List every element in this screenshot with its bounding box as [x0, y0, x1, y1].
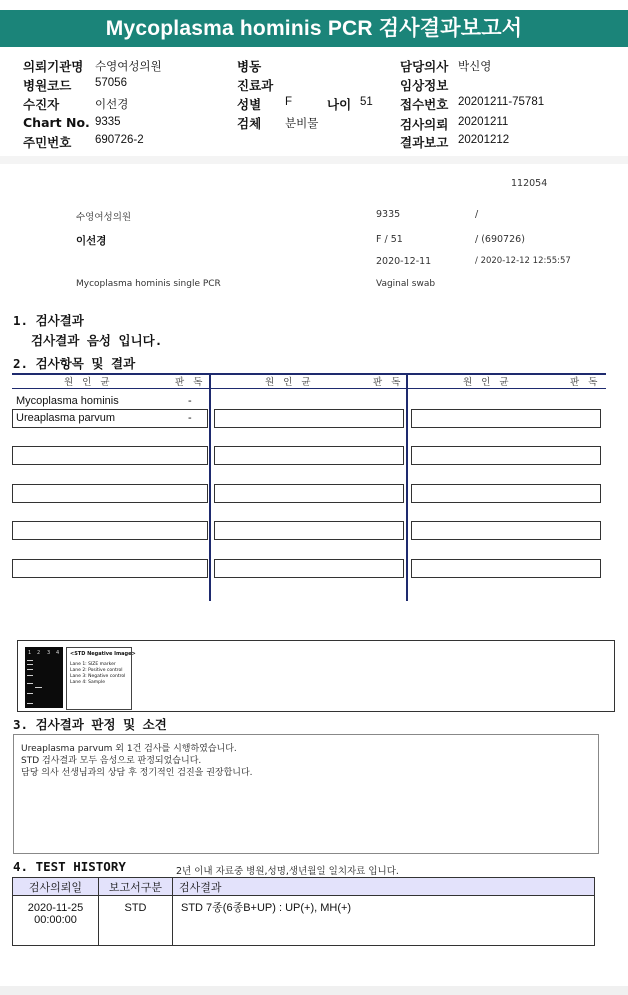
col-header-pathogen: 원 인 균 [64, 377, 113, 388]
col-header-pathogen: 원 인 균 [265, 377, 314, 388]
section3-title: 3. 검사결과 판정 및 소견 [13, 717, 167, 732]
result-cell [214, 446, 404, 465]
specimen-id: 112054 [511, 178, 548, 189]
result-cell [214, 409, 404, 428]
col-header-result: 판 독 [373, 377, 404, 388]
label-chart-no: Chart No. [23, 115, 90, 130]
info-report-datetime: / 2020-12-12 12:55:57 [475, 256, 571, 266]
history-note: 2년 이내 자료중 병원,성명,생년월일 일치자료 입니다. [176, 866, 399, 877]
value-sex: F [285, 96, 293, 108]
grid-column-divider [406, 373, 408, 601]
gel-lane-number: 3 [47, 650, 51, 656]
info-slash: / [475, 209, 479, 220]
result-cell [411, 446, 601, 465]
history-result: STD 7종(6종B+UP) : UP(+), MH(+) [173, 896, 595, 946]
label-resident-number: 주민번호 [23, 135, 72, 150]
label-hospital-code: 병원코드 [23, 78, 72, 93]
info-received-date: 2020-12-11 [376, 256, 432, 267]
value-age: 51 [360, 96, 373, 108]
footer-bar [0, 986, 628, 995]
section1-result: 검사결과 음성 입니다. [31, 333, 163, 348]
gel-band [27, 675, 33, 676]
history-time: 00:00:00 [34, 914, 77, 926]
value-report-date: 20201212 [458, 134, 510, 146]
value-specimen: 분비물 [285, 118, 319, 130]
gel-legend-title: <STD Negative Image> [70, 651, 136, 657]
label-sex: 성별 [237, 97, 262, 112]
gel-band [27, 693, 33, 694]
value-attending-doctor: 박신영 [458, 61, 492, 73]
label-specimen: 검체 [237, 116, 262, 131]
result-cell [12, 559, 208, 578]
history-row [13, 896, 595, 946]
history-header-row [13, 878, 595, 896]
gel-band [35, 687, 42, 688]
label-test-request-date: 검사의뢰 [400, 117, 449, 132]
gel-band [27, 683, 33, 684]
gel-electrophoresis-image [25, 647, 63, 708]
info-specimen: Vaginal swab [376, 279, 436, 289]
col-header-result: 판 독 [175, 377, 206, 388]
label-patient: 수진자 [23, 97, 60, 112]
result-cell [411, 521, 601, 540]
gel-band [27, 703, 33, 704]
section4-title: 4. TEST HISTORY [13, 859, 126, 874]
value-resident-number: 690726-2 [95, 134, 144, 146]
history-header: 보고서구분 [99, 878, 173, 896]
item-result: - [188, 395, 192, 407]
result-cell [214, 559, 404, 578]
value-chart-no: 9335 [95, 116, 121, 128]
gel-lane-number: 1 [28, 650, 32, 656]
label-department: 진료과 [237, 78, 274, 93]
result-cell [12, 446, 208, 465]
header-separator [0, 156, 628, 164]
history-date: 2020-11-25 [27, 902, 84, 914]
section1-title: 1. 검사결과 [13, 313, 84, 328]
grid-header-divider [12, 388, 606, 389]
grid-column-divider [209, 373, 211, 601]
gel-band [27, 664, 33, 665]
result-cell [411, 484, 601, 503]
result-cell [12, 484, 208, 503]
value-patient: 이선경 [95, 99, 129, 111]
result-cell [12, 521, 208, 540]
history-header: 검사의뢰일 [13, 878, 99, 896]
gel-band [27, 669, 33, 670]
item-result: - [188, 412, 192, 424]
opinion-line: 담당 의사 선생님과의 상담 후 정기적인 검진을 권장합니다. [21, 768, 253, 778]
history-date-cell [13, 896, 99, 946]
info-patient: 이선경 [76, 235, 107, 247]
info-sex-age: F / 51 [376, 234, 403, 245]
item-name: Mycoplasma hominis [16, 395, 119, 407]
value-test-request-date: 20201211 [458, 116, 509, 128]
gel-legend-line: Lane 3: Negative control [70, 674, 126, 679]
history-table [12, 877, 595, 946]
gel-band [27, 660, 33, 661]
report-title: Mycoplasma hominis PCR 검사결과보고서 [0, 10, 628, 47]
gel-legend [66, 647, 136, 710]
opinion-line: STD 검사결과 모두 음성으로 판정되었습니다. [21, 756, 202, 766]
history-header: 검사결과 [173, 878, 595, 896]
label-age: 나이 [327, 97, 352, 112]
gel-legend-line: Lane 1: SIZE marker [70, 662, 116, 667]
col-header-pathogen: 원 인 균 [463, 377, 512, 388]
value-requesting-institution: 수영여성의원 [95, 61, 162, 73]
label-ward: 병동 [237, 59, 262, 74]
value-hospital-code: 57056 [95, 77, 127, 89]
value-receipt-number: 20201211-75781 [458, 96, 545, 108]
col-header-result: 판 독 [570, 377, 601, 388]
gel-legend-line: Lane 4: Sample [70, 680, 105, 685]
label-clinical-info: 임상정보 [400, 78, 449, 93]
result-cell [214, 484, 404, 503]
result-cell [214, 521, 404, 540]
info-chart: 9335 [376, 209, 401, 220]
gel-legend-line: Lane 2: Positive control [70, 668, 123, 673]
gel-lane-number: 2 [37, 650, 41, 656]
label-report-date: 결과보고 [400, 135, 449, 150]
label-receipt-number: 접수번호 [400, 97, 449, 112]
result-cell [411, 409, 601, 428]
label-requesting-institution: 의뢰기관명 [23, 59, 84, 74]
result-cell [411, 559, 601, 578]
info-rrn: / (690726) [475, 234, 525, 245]
history-type: STD [99, 896, 173, 946]
info-clinic: 수영여성의원 [76, 212, 132, 223]
section2-title: 2. 검사항목 및 결과 [13, 356, 136, 371]
opinion-line: Ureaplasma parvum 외 1건 검사를 시행하였습니다. [21, 744, 237, 754]
gel-lane-number: 4 [56, 650, 60, 656]
info-test-name: Mycoplasma hominis single PCR [76, 279, 221, 289]
label-attending-doctor: 담당의사 [400, 59, 449, 74]
item-name: Ureaplasma parvum [16, 412, 116, 424]
